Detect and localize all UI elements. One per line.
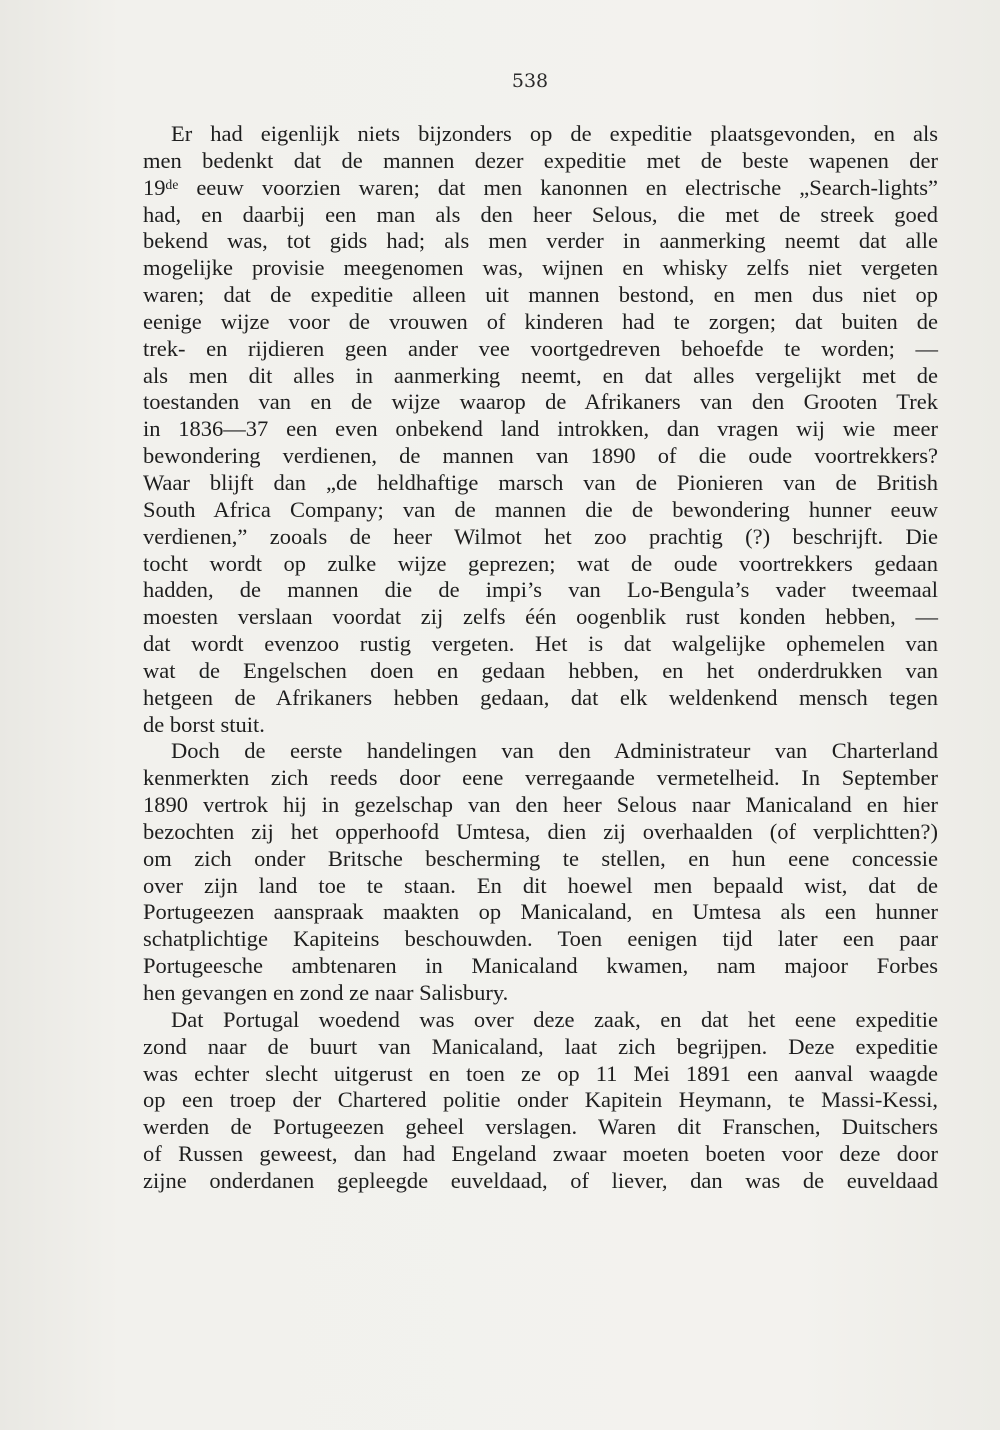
text-line: werden de Portugeezen geheel verslagen. Waren dit Franschen, Duitschers [143,1114,938,1140]
text-line: zond naar de buurt van Manicaland, laat zich begrijpen. Deze expeditie [143,1033,938,1059]
text-line: mogelijke provisie meegenomen was, wijnen en whisky zelfs niet vergeten [143,255,938,281]
text-line: zijne onderdanen gepleegde euveldaad, of liever, dan was de euveldaad [143,1167,938,1193]
text-line: de borst stuit. [143,711,265,737]
text-line: had, en daarbij een man als den heer Selous, die met de streek goed [143,201,938,227]
text-line: als men dit alles in aanmerking neemt, en dat alles vergelijkt met de [143,362,938,388]
text-line: toestanden van en de wijze waarop de Afrikaners van den Grooten Trek [143,389,938,415]
text-line: kenmerkten zich reeds door eene verregaande vermetelheid. In September [143,765,938,791]
text-line: Er had eigenlijk niets bijzonders op de expeditie plaatsgevonden, en als [171,121,938,146]
text-line: verdienen,” zooals de heer Wilmot het zoo prachtig (?) beschrijft. Die [143,523,938,549]
text-line: hen gevangen en zond ze naar Salisbury. [143,980,509,1005]
text-line: bekend was, tot gids had; als men verder in aanmerking neemt dat alle [143,228,938,254]
text-line: Dat Portugal woedend was over deze zaak, en dat het eene expeditie [171,1006,938,1032]
text-line: op een troep der Chartered politie onder Kapitein Heymann, te Massi-Kessi, [143,1087,938,1113]
text-line: bezochten zij het opperhoofd Umtesa, dien zij overhaalden (of verplichtten?) [143,818,938,844]
text-line: wat de Engelschen doen en gedaan hebben, en het onderdrukken van [143,657,938,683]
text-line: Portugeesche ambtenaren in Manicaland kwamen, nam majoor Forbes [143,953,938,979]
text-line: dat wordt evenzoo rustig vergeten. Het is dat walgelijke ophemelen van [143,631,938,657]
text-line: of Russen geweest, dan had Engeland zwaar moeten boeten voor deze door [143,1141,938,1167]
text-line: trek- en rijdieren geen ander vee voortgedreven behoefde te worden; — [143,335,938,361]
text-line: over zijn land toe te staan. En dit hoewel men bepaald wist, dat de [143,872,938,898]
text-line: in 1836—37 een even onbekend land introkken, dan vragen wij wie meer [143,416,938,442]
text-line: South Africa Company; van de mannen die de bewondering hunner eeuw [143,496,938,522]
text-line: was echter slecht uitgerust en toen ze op 11 Mei 1891 een aanval waagde [143,1060,938,1086]
text-line: schatplichtige Kapiteins beschouwden. Toen eenigen tijd later een paar [143,926,938,952]
text-line: 19ᵈᵉ eeuw voorzien waren; dat men kanonnen en electrische „Search-lights” [143,174,938,200]
text-line: eenige wijze voor de vrouwen of kinderen had te zorgen; dat buiten de [143,308,938,334]
text-line: tocht wordt op zulke wijze geprezen; wat de oude voortrekkers gedaan [143,550,938,576]
text-line: moesten verslaan voordat zij zelfs één oogenblik rust konden hebben, — [143,604,938,630]
text-line: om zich onder Britsche bescherming te stellen, en hun eene concessie [143,845,938,871]
text-line: waren; dat de expeditie alleen uit mannen bestond, en men dus niet op [143,282,938,308]
text-line: 1890 vertrok hij in gezelschap van den heer Selous naar Manicaland en hier [143,792,938,818]
text-line: Doch de eerste handelingen van den Administrateur van Charterland [171,738,938,764]
body-text [143,121,938,1195]
text-line: hetgeen de Afrikaners hebben gedaan, dat elk weldenkend mensch tegen [143,684,938,710]
text-line: Portugeezen aanspraak maakten op Manicaland, en Umtesa als een hunner [143,899,938,925]
page-number: 538 [511,70,549,92]
text-line: hadden, de mannen die de impi’s van Lo-Bengula’s vader tweemaal [143,577,938,603]
text-line: men bedenkt dat de mannen dezer expeditie met de beste wapenen der [143,147,938,173]
text-line: bewondering verdienen, de mannen van 1890 of die oude voortrekkers? [143,443,938,469]
text-line: Waar blijft dan „de heldhaftige marsch van de Pionieren van de British [143,469,938,495]
